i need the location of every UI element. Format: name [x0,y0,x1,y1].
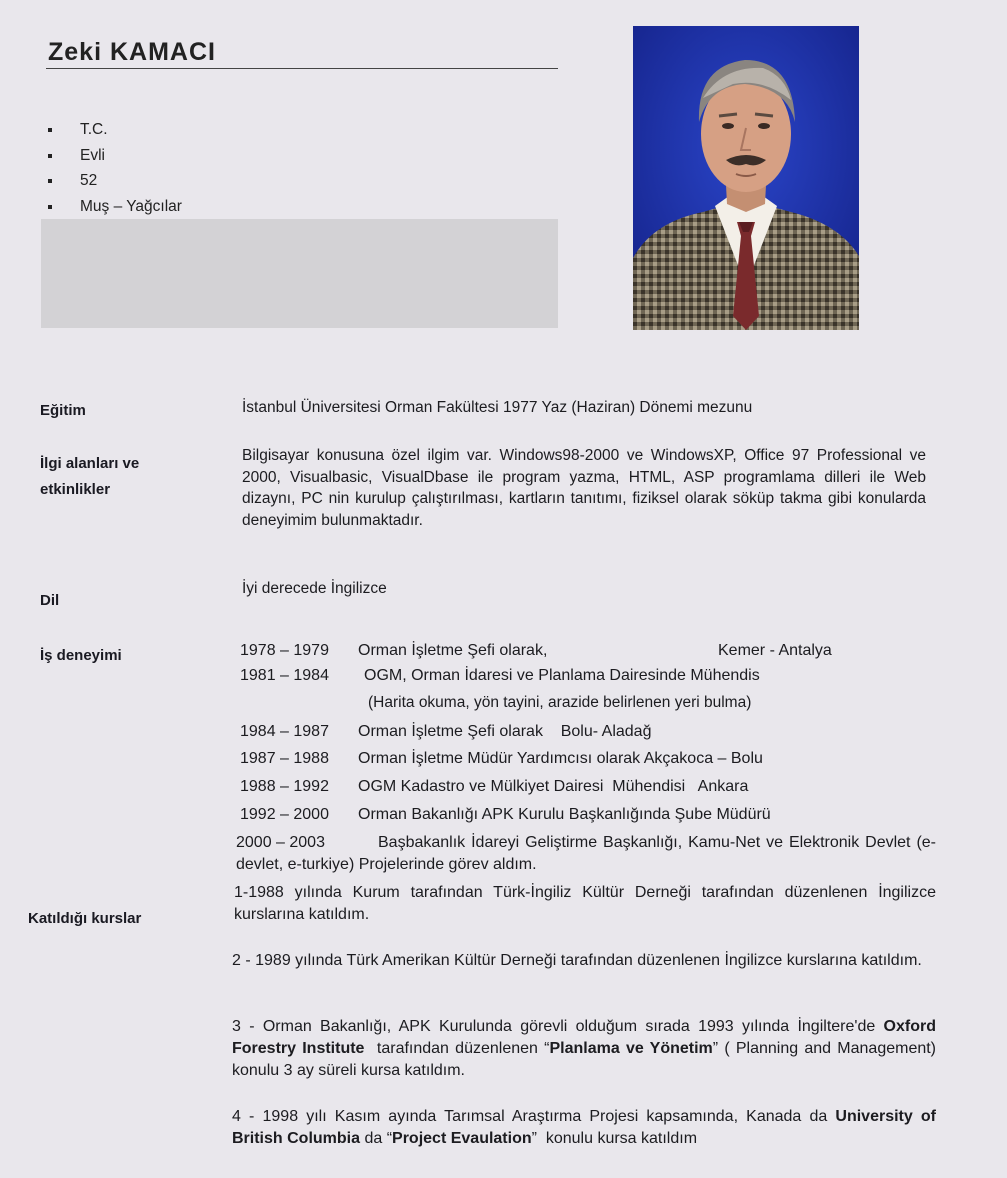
job-years: 2000 – 2003 [236,834,325,851]
job-row [240,665,760,687]
course-1: 1-1988 yılında Kurum tarafından Türk-İngiliz Kültür Derneği tarafından düzenlenen İngilizce kurslarına katıldım. [234,884,936,923]
section-label-ilgi [40,451,139,503]
job-desc: Orman Bakanlığı APK Kurulu Başkanlığında Şube Müdürü [358,806,771,823]
job-row [368,692,751,714]
job-row [240,748,763,770]
portrait-photo [633,26,859,330]
redacted-block [41,219,558,328]
job-years: 1988 – 1992 [240,778,329,795]
institute-name: Oxford Forestry Institute [232,1018,936,1057]
section-label-dil: Dil [40,592,60,609]
job-row [240,804,771,826]
course-text: ” ( Planning and Management) konulu 3 ay süreli kursa katıldım. [232,1040,945,1079]
job-row [240,776,748,798]
label-line: etkinlikler [40,481,111,498]
job-years: 1984 – 1987 [240,723,329,740]
course-4 [232,1106,936,1150]
job-years: 1978 – 1979 [240,642,329,659]
personal-info-list [46,117,182,219]
course-text: da “ [360,1130,393,1147]
course-text: 4 - 1998 yılı Kasım ayında Tarımsal Araştırma Projesi kapsamında, Kanada da [232,1108,836,1125]
course-text: tarafından düzenlenen “ [364,1040,550,1057]
course-title: Project Evaulation [392,1130,532,1147]
education-text: İstanbul Üniversitesi Orman Fakültesi 1977 Yaz (Haziran) Dönemi mezunu [242,399,753,416]
section-label-kurslar: Katıldığı kurslar [28,910,142,927]
job-desc: OGM, Orman İdaresi ve Planlama Dairesinde Mühendis [364,667,760,684]
course-text: ” konulu kursa katıldım [531,1130,698,1147]
job-years: 1992 – 2000 [240,806,329,823]
person-name: Zeki KAMACI [48,38,216,66]
course-text: 3 - Orman Bakanlığı, APK Kurulunda görevli olduğum sırada 1993 yılında İngiltere'de [232,1018,884,1035]
course-title: Planlama ve Yönetim [549,1040,713,1057]
course-2: 2 - 1989 yılında Türk Amerikan Kültür Derneği tarafından düzenlenen İngilizce kurslarına katıldım. [232,952,922,969]
interests-text: Bilgisayar konusuna özel ilgim var. Windows98-2000 ve WindowsXP, Office 97 Professional ve 2000, Visualbasic, VisualDbase ile program yazma, HTML, ASP programlama dilleri ile Web dizaynı, PC nin kurulup çalıştırılması, kartların tanıtımı, fiziksel olarak söküp takma gibi konularda deneyimim bulunmaktadır. [242,447,926,529]
language-text: İyi derecede İngilizce [242,580,387,597]
job-row [240,640,832,662]
list-item: Evli [46,143,182,169]
section-label-egitim: Eğitim [40,402,86,419]
job-row [240,721,651,743]
list-item: T.C. [46,117,182,143]
job-location: Kemer - Antalya [718,642,832,659]
job-desc: OGM Kadastro ve Mülkiyet Dairesi Mühendisi Ankara [358,778,749,795]
job-years: 1987 – 1988 [240,750,329,767]
section-label-is: İş deneyimi [40,647,122,664]
job-desc: Orman İşletme Müdür Yardımcısı olarak Akçakoca – Bolu [358,750,763,767]
university-name: University of British Columbia [232,1108,936,1147]
job-row-last [236,832,936,876]
course-3 [232,1016,945,1082]
name-underline [46,68,558,69]
label-line: İlgi alanları ve [40,455,140,472]
job-desc: (Harita okuma, yön tayini, arazide belirlenen yeri bulma) [368,694,752,711]
job-desc: Orman İşletme Şefi olarak, [358,642,548,659]
list-item: Muş – Yağcılar [46,194,182,220]
job-years: 1981 – 1984 [240,667,329,684]
job-desc: Orman İşletme Şefi olarak Bolu- Aladağ [358,723,652,740]
list-item: 52 [46,168,182,194]
job-desc: Başbakanlık İdareyi Geliştirme Başkanlığı, Kamu-Net ve Elektronik Devlet (e-devlet, e-turkiye) Projelerinde görev aldım. [236,834,936,873]
